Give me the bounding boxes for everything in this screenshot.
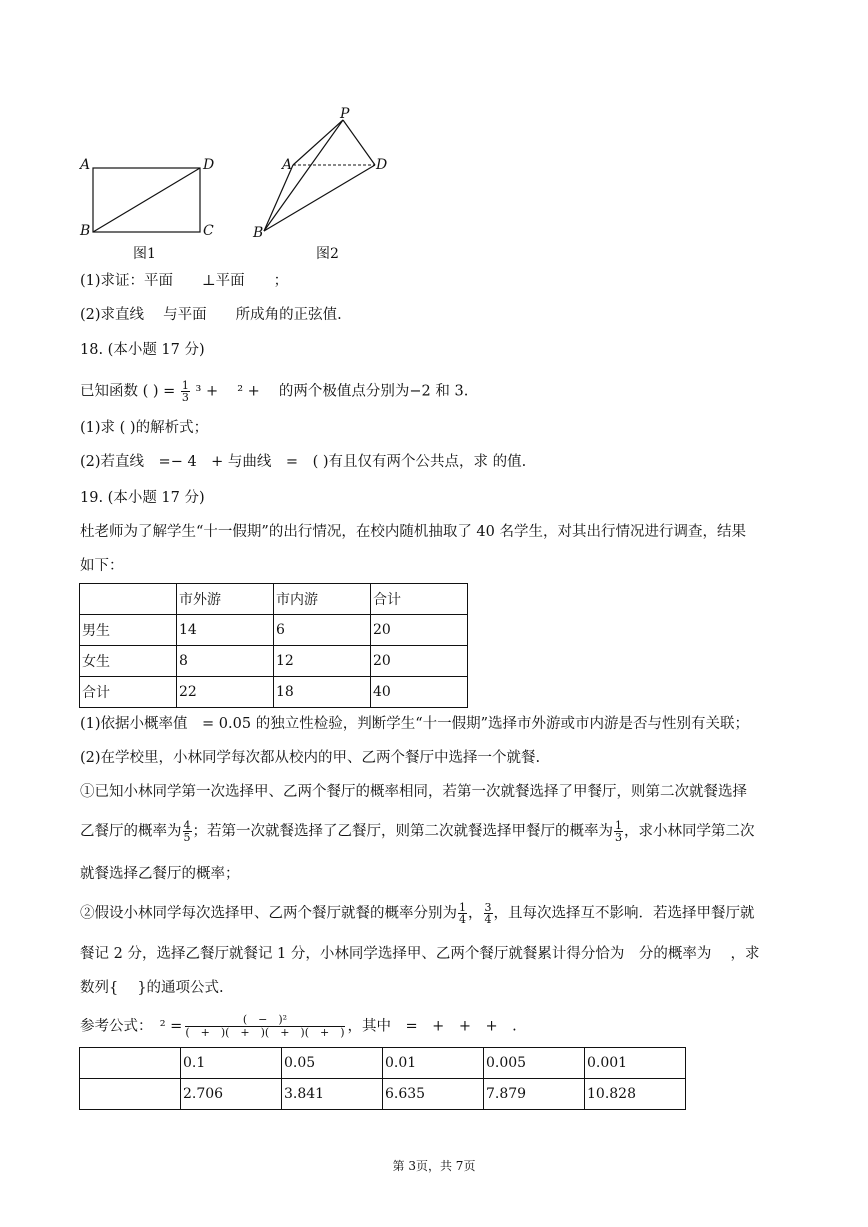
frac-num: 1: [615, 819, 622, 832]
table-cell: 0.05: [282, 1048, 383, 1079]
table-cell: 20: [371, 646, 468, 677]
table-header-row: [80, 584, 468, 615]
table-cell: 7.879: [484, 1079, 585, 1110]
table-cell: 14: [177, 615, 274, 646]
q19-sub1-text-b: ；若第一次就餐选择了乙餐厅，则第二次就餐选择甲餐厅的概率为: [192, 823, 613, 840]
frac-den: 3: [615, 831, 622, 844]
table-cell: 6.635: [383, 1079, 484, 1110]
edge-pd: [343, 120, 375, 165]
table-header-cell: 市内游: [274, 584, 371, 615]
formula-pre: 参考公式： ² =: [80, 1018, 183, 1035]
fig1-label-d: D: [203, 157, 215, 173]
table-cell: 40: [371, 677, 468, 708]
q19-sub2-text-b: ，且每次选择互不影响．若选择甲餐厅就: [493, 905, 755, 922]
page-footer: 第 3页，共 7页: [392, 1159, 476, 1173]
q19-sub1-line1: ①已知小林同学第一次选择甲、乙两个餐厅的概率相同，若第一次就餐选择了甲餐厅，则第二次就餐选择: [80, 784, 747, 800]
fig1-label-c: C: [203, 223, 214, 239]
fig1-label-a: A: [80, 157, 91, 173]
fig2-label-b: B: [253, 225, 264, 241]
q17-part1: (1)求证：平面 ⊥平面 ；: [80, 273, 289, 289]
table-cell: 12: [274, 646, 371, 677]
edge-pa: [293, 120, 343, 165]
fig2-label-a: A: [282, 157, 293, 173]
fig2-caption: 图2: [316, 246, 339, 262]
table-cell: 0.1: [181, 1048, 282, 1079]
table-row: [80, 1079, 686, 1110]
q19-stem-line2: 如下：: [80, 558, 124, 574]
table-header-cell: 合计: [371, 584, 468, 615]
table-cell: 22: [177, 677, 274, 708]
fig2-label-p: P: [340, 106, 350, 122]
frac-den: 4: [459, 913, 466, 926]
formula-post: ，其中 = + + + .: [347, 1018, 517, 1035]
chi-square-fraction: [185, 1014, 344, 1039]
q19-sub2-frac2: [484, 902, 493, 925]
fig2-label-d: D: [376, 157, 388, 173]
frac-den: 5: [183, 831, 191, 844]
q18-frac: [181, 380, 190, 403]
table-header-cell: [80, 584, 177, 615]
q19-sub2-line3: 数列{ }的通项公式.: [80, 980, 224, 996]
q19-part2: (2)在学校里，小林同学每次都从校内的甲、乙两个餐厅中选择一个就餐.: [80, 750, 541, 766]
fig1-caption: 图1: [133, 246, 156, 262]
fig1-label-b: B: [80, 223, 91, 239]
frac-den: 4: [484, 913, 492, 926]
q19-sub2-line1: [80, 902, 755, 925]
table-cell: [80, 1079, 181, 1110]
q19-sub1-frac1: [183, 820, 192, 843]
table-header-cell: 市外游: [177, 584, 274, 615]
edge-pb: [264, 120, 343, 231]
edge-ab: [264, 165, 293, 231]
q18-frac-den: 3: [181, 391, 189, 404]
table-cell: 2.706: [181, 1079, 282, 1110]
table-cell: 8: [177, 646, 274, 677]
table-cell: 3.841: [282, 1079, 383, 1110]
table-cell: 男生: [80, 615, 177, 646]
frac-num: 1: [459, 901, 466, 914]
table-cell: 6: [274, 615, 371, 646]
q19-part1: (1)依据小概率值 = 0.05 的独立性检验，判断学生“十一假期”选择市外游或市内游是否与性别有关联；: [80, 716, 750, 732]
q19-sub1-text-a: 乙餐厅的概率为: [80, 823, 182, 840]
formula-den: ( + )( + )( + )( + ): [185, 1026, 345, 1039]
table-cell: 合计: [80, 677, 177, 708]
q19-sub2-line2: 餐记 2 分，选择乙餐厅就餐记 1 分，小林同学选择甲、乙两个餐厅就餐累计得分恰为 分的概率为 ，求: [80, 946, 760, 962]
critical-value-table: [79, 1047, 686, 1110]
table-row: [80, 615, 468, 646]
q19-header: 19. (本小题 17 分): [80, 490, 205, 506]
q19-sub2-frac1: [458, 902, 467, 925]
diagonal-bd: [93, 168, 200, 232]
q19-sub1-text-c: ，求小林同学第二次: [624, 823, 755, 840]
q18-header: 18. (本小题 17 分): [80, 342, 205, 358]
frac-num: 4: [183, 819, 191, 832]
table-cell: 18: [274, 677, 371, 708]
q18-frac-num: 1: [181, 379, 189, 392]
table-cell: [80, 1048, 181, 1079]
formula-num: ( − )²: [185, 1014, 344, 1027]
q19-sub1-frac2: [614, 820, 623, 843]
table-row: [80, 646, 468, 677]
table-row: [80, 677, 468, 708]
table-cell: 女生: [80, 646, 177, 677]
reference-formula: [80, 1014, 517, 1039]
q17-part2: (2)求直线 与平面 所成角的正弦值.: [80, 307, 342, 323]
q19-sub2-text-a: ②假设小林同学每次选择甲、乙两个餐厅就餐的概率分别为: [80, 905, 457, 922]
table-cell: 20: [371, 615, 468, 646]
table-cell: 0.005: [484, 1048, 585, 1079]
figure-2-pyramid: [250, 105, 400, 245]
table-cell: 10.828: [585, 1079, 686, 1110]
q19-stem-line1: 杜老师为了解学生“十一假期”的出行情况，在校内随机抽取了 40 名学生，对其出行情况进行调查，结果: [80, 524, 746, 540]
q18-stem: [80, 380, 468, 403]
table-cell: 0.01: [383, 1048, 484, 1079]
q18-stem-post: ³ + ² + 的两个极值点分别为−2 和 3.: [195, 383, 469, 400]
edge-bd: [264, 165, 375, 231]
table-row: [80, 1048, 686, 1079]
table-cell: 0.001: [585, 1048, 686, 1079]
q19-sub1-line3: 就餐选择乙餐厅的概率；: [80, 866, 240, 882]
q18-stem-pre: 已知函数 ( ) =: [80, 383, 176, 400]
q18-part2: (2)若直线 =− 4 + 与曲线 = ( )有且仅有两个公共点，求 的值.: [80, 454, 527, 470]
q19-sub1-line2: [80, 820, 755, 843]
frac-num: 3: [484, 901, 492, 914]
q18-part1: (1)求 ( )的解析式；: [80, 420, 209, 436]
contingency-table: [79, 583, 468, 708]
q19-sub2-sep: ，: [468, 905, 483, 922]
